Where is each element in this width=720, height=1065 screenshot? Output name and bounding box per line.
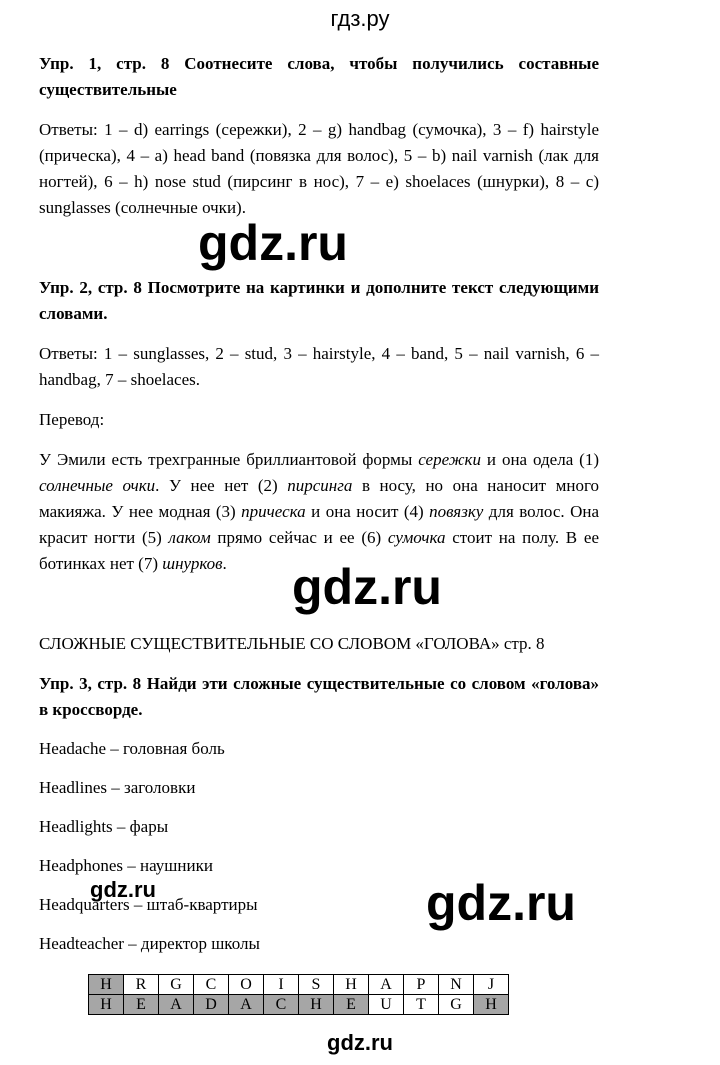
grid-cell: N bbox=[439, 975, 474, 995]
watermark: gdz.ru bbox=[198, 215, 348, 271]
grid-cell: S bbox=[299, 975, 334, 995]
document-body bbox=[39, 51, 599, 957]
site-header: гдз.ру bbox=[330, 6, 390, 31]
grid-cell: H bbox=[89, 995, 124, 1015]
grid-cell: U bbox=[369, 995, 404, 1015]
grid-cell: G bbox=[439, 995, 474, 1015]
grid-cell: C bbox=[264, 995, 299, 1015]
word-list-item: Headlights – фары bbox=[39, 817, 169, 836]
grid-row bbox=[89, 995, 509, 1015]
grid-cell: G bbox=[159, 975, 194, 995]
watermark: gdz.ru bbox=[426, 875, 576, 931]
word-list-item: Headteacher – директор школы bbox=[39, 934, 260, 953]
grid-cell: P bbox=[404, 975, 439, 995]
section-title: СЛОЖНЫЕ СУЩЕСТВИТЕЛЬНЫЕ СО СЛОВОМ «ГОЛОВА» стр. 8 bbox=[39, 634, 545, 653]
grid-cell: C bbox=[194, 975, 229, 995]
grid-cell: O bbox=[229, 975, 264, 995]
grid-cell: E bbox=[334, 995, 369, 1015]
grid-cell: E bbox=[124, 995, 159, 1015]
grid-cell: H bbox=[474, 995, 509, 1015]
translation-text: У Эмили есть трехгранные бриллиантовой формы сережки и она одела (1) солнечные очки. У нее нет (2) пирсинга в носу, но она наносит много макияжа. У нее модная (3) прическа и она носит (4) повязку для волос. Она красит ногти (5) лаком прямо сейчас и ее (6) сумочка стоит на полу. В ее ботинках нет (7) шнурков. bbox=[39, 450, 599, 573]
word-list-item: Headquarters – штаб-квартиры bbox=[39, 895, 258, 914]
grid-cell: J bbox=[474, 975, 509, 995]
exercise-2-heading: Упр. 2, стр. 8 Посмотрите на картинки и дополните текст следующими словами. bbox=[39, 278, 599, 323]
word-list-item: Headlines – заголовки bbox=[39, 778, 196, 797]
grid-cell: H bbox=[334, 975, 369, 995]
grid-row bbox=[89, 975, 509, 995]
watermark: gdz.ru bbox=[90, 877, 156, 902]
grid-cell: T bbox=[404, 995, 439, 1015]
grid-cell: A bbox=[229, 995, 264, 1015]
footer-watermark: gdz.ru bbox=[327, 1030, 393, 1055]
grid-cell: R bbox=[124, 975, 159, 995]
grid-cell: A bbox=[369, 975, 404, 995]
word-list-item: Headphones – наушники bbox=[39, 856, 213, 875]
grid-cell: I bbox=[264, 975, 299, 995]
crossword-grid bbox=[88, 974, 509, 1015]
exercise-1-heading: Упр. 1, стр. 8 Соотнесите слова, чтобы получились составные существительные bbox=[39, 54, 599, 99]
word-list-item: Headache – головная боль bbox=[39, 739, 225, 758]
translation-label: Перевод: bbox=[39, 410, 105, 429]
grid-cell: H bbox=[89, 975, 124, 995]
grid-cell: D bbox=[194, 995, 229, 1015]
grid-cell: A bbox=[159, 995, 194, 1015]
watermark: gdz.ru bbox=[292, 559, 442, 615]
exercise-3-heading: Упр. 3, стр. 8 Найди эти сложные существительные со словом «голова» в кроссворде. bbox=[39, 674, 599, 719]
grid-cell: H bbox=[299, 995, 334, 1015]
exercise-2-answer: Ответы: 1 – sunglasses, 2 – stud, 3 – hairstyle, 4 – band, 5 – nail varnish, 6 – handbag, 7 – shoelaces. bbox=[39, 344, 599, 389]
exercise-1-answer: Ответы: 1 – d) earrings (сережки), 2 – g) handbag (сумочка), 3 – f) hairstyle (прическа), 4 – a) head band (повязка для волос), 5 – b) nail varnish (лак для ногтей), 6 – h) nose stud (пирсинг в нос), 7 – e) shoelaces (шнурки), 8 – c) sunglasses (солнечные очки). bbox=[39, 120, 599, 217]
